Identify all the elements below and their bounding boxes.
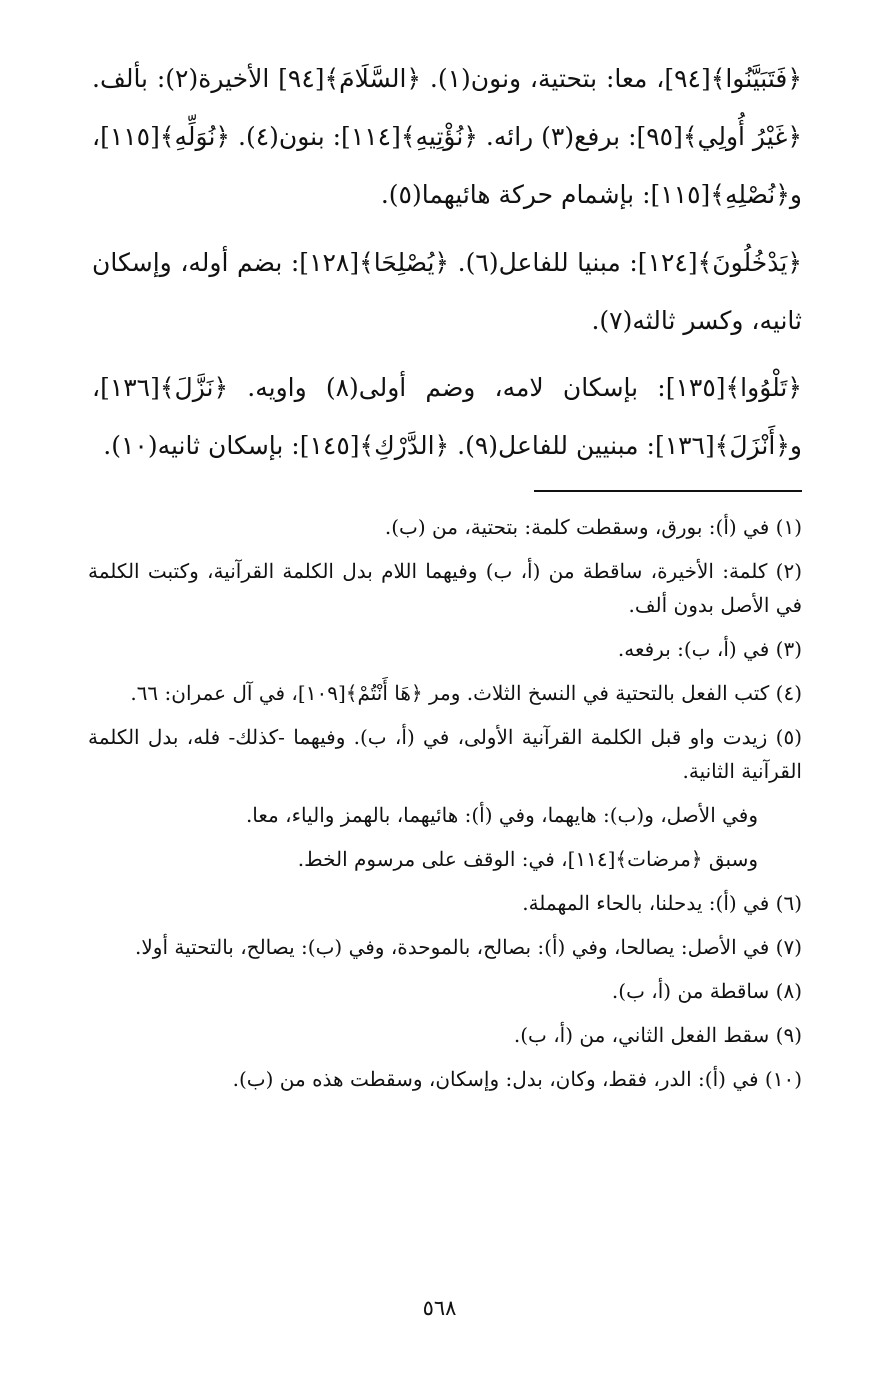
main-paragraph-text: ﴿فَتَبَيَّنُوا﴾[٩٤]، معا: بتحتية، ونون(١). ﴿السَّلَامَ﴾[٩٤] الأخيرة(٢): بألف. ﴿غَيْرُ أُولِي﴾[٩٥]: برفع(٣) رائه. ﴿نُؤْتِيهِ﴾[١١٤]: بنون(٤). ﴿نُوَلِّهِ﴾[١١٥]، و﴿نُصْلِهِ﴾[١١٥]: بإشمام حركة هائيهما(٥). [92, 64, 802, 209]
footnote-5-continuation-b: وسبق ﴿مرضات﴾[١١٤]، في: الوقف على مرسوم الخط. [297, 847, 758, 871]
main-paragraph-text: ﴿يَدْخُلُونَ﴾[١٢٤]: مبنيا للفاعل(٦). ﴿يُصْلِحَا﴾[١٢٨]: بضم أوله، وإسكان ثانيه، وكسر ثالثه(٧). [92, 248, 802, 335]
footnote-7: (٧) في الأصل: يصالحا، وفي (أ): بصالح، بالموحدة، وفي (ب): يصالح، بالتحتية أولا. [135, 935, 802, 959]
main-paragraph-2 [92, 234, 802, 350]
footnote-9: (٩) سقط الفعل الثاني، من (أ، ب). [513, 1023, 802, 1047]
footnote-5-continuation-a: وفي الأصل، و(ب): هايهما، وفي (أ): هائيهما، بالهمز والياء، معا. [245, 803, 758, 827]
footnote-3: (٣) في (أ، ب): برفعه. [617, 637, 802, 661]
footnote-divider [534, 490, 802, 492]
main-paragraph-text: ﴿تَلْوُوا﴾[١٣٥]: بإسكان لامه، وضم أولى(٨) واويه. ﴿نَزَّلَ﴾[١٣٦]، و﴿أَنْزَلَ﴾[١٣٦]: مبنيين للفاعل(٩). ﴿الدَّرْكِ﴾[١٤٥]: بإسكان ثانيه(١٠). [92, 373, 802, 460]
footnote-8: (٨) ساقطة من (أ، ب). [611, 979, 802, 1003]
footnote-10: (١٠) في (أ): الدر، فقط، وكان، بدل: وإسكان، وسقطت هذه من (ب). [232, 1067, 802, 1091]
footnote-5: (٥) زيدت واو قبل الكلمة القرآنية الأولى، في (أ، ب). وفيهما -كذلك- فله، بدل الكلمة القرآنية الثانية. [88, 725, 802, 783]
footnotes-section [88, 510, 802, 1106]
footnote-4: (٤) كتب الفعل بالتحتية في النسخ الثلاث. ومر ﴿هَا أَنْتُمْ﴾[١٠٩]، في آل عمران: ٦٦. [130, 681, 802, 705]
page-number: ٥٦٨ [422, 1296, 457, 1320]
main-paragraph-3 [92, 359, 802, 475]
main-paragraph-1 [92, 50, 802, 224]
footnote-6: (٦) في (أ): يدحلنا، بالحاء المهملة. [522, 891, 802, 915]
footnote-1: (١) في (أ): بورق، وسقطت كلمة: بتحتية، من (ب). [384, 515, 802, 539]
footnote-2: (٢) كلمة: الأخيرة، ساقطة من (أ، ب) وفيهما اللام بدل الكلمة القرآنية، وكتبت الكلمة في الأصل بدون ألف. [88, 559, 802, 617]
